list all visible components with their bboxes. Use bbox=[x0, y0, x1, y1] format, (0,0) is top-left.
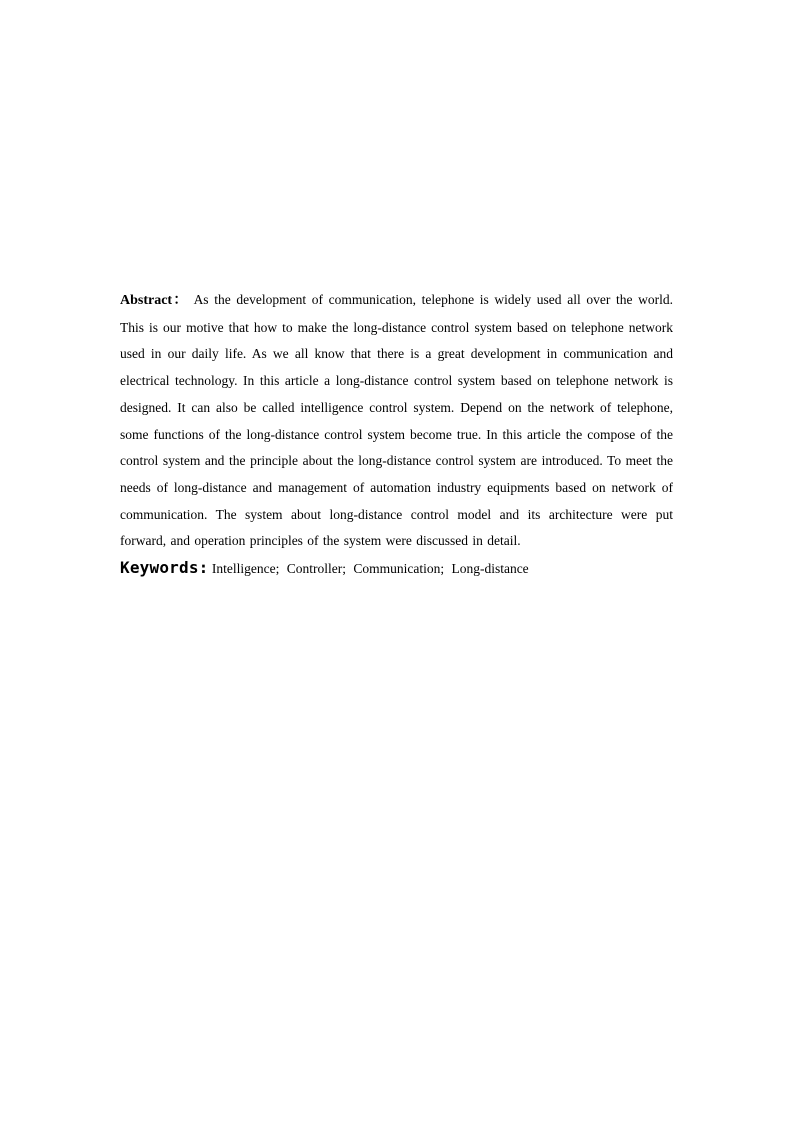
abstract-paragraph bbox=[120, 287, 673, 555]
keywords-label: Keywords: bbox=[120, 558, 209, 578]
abstract-text: As the development of communication, telephone is widely used all over the world. This is our motive that how to make the long-distance control system based on telephone network used in our daily life. As we all know that there is a great development in communication and electrical technology. In this article a long-distance control system based on telephone network is designed. It can also be called intelligence control system. Depend on the network of telephone, some functions of the long-distance control system become true. In this article the compose of the control system and the principle about the long-distance control system are introduced. To meet the needs of long-distance and management of automation industry equipments based on network of communication. The system about long-distance control model and its architecture were put forward, and operation principles of the system were discussed in detail. bbox=[120, 292, 673, 549]
keywords-line bbox=[120, 555, 673, 582]
abstract-heading: Abstract： bbox=[120, 293, 189, 308]
keywords-text: Intelligence; Controller; Communication; Long-distance bbox=[211, 561, 529, 577]
abstract-section bbox=[120, 287, 673, 582]
